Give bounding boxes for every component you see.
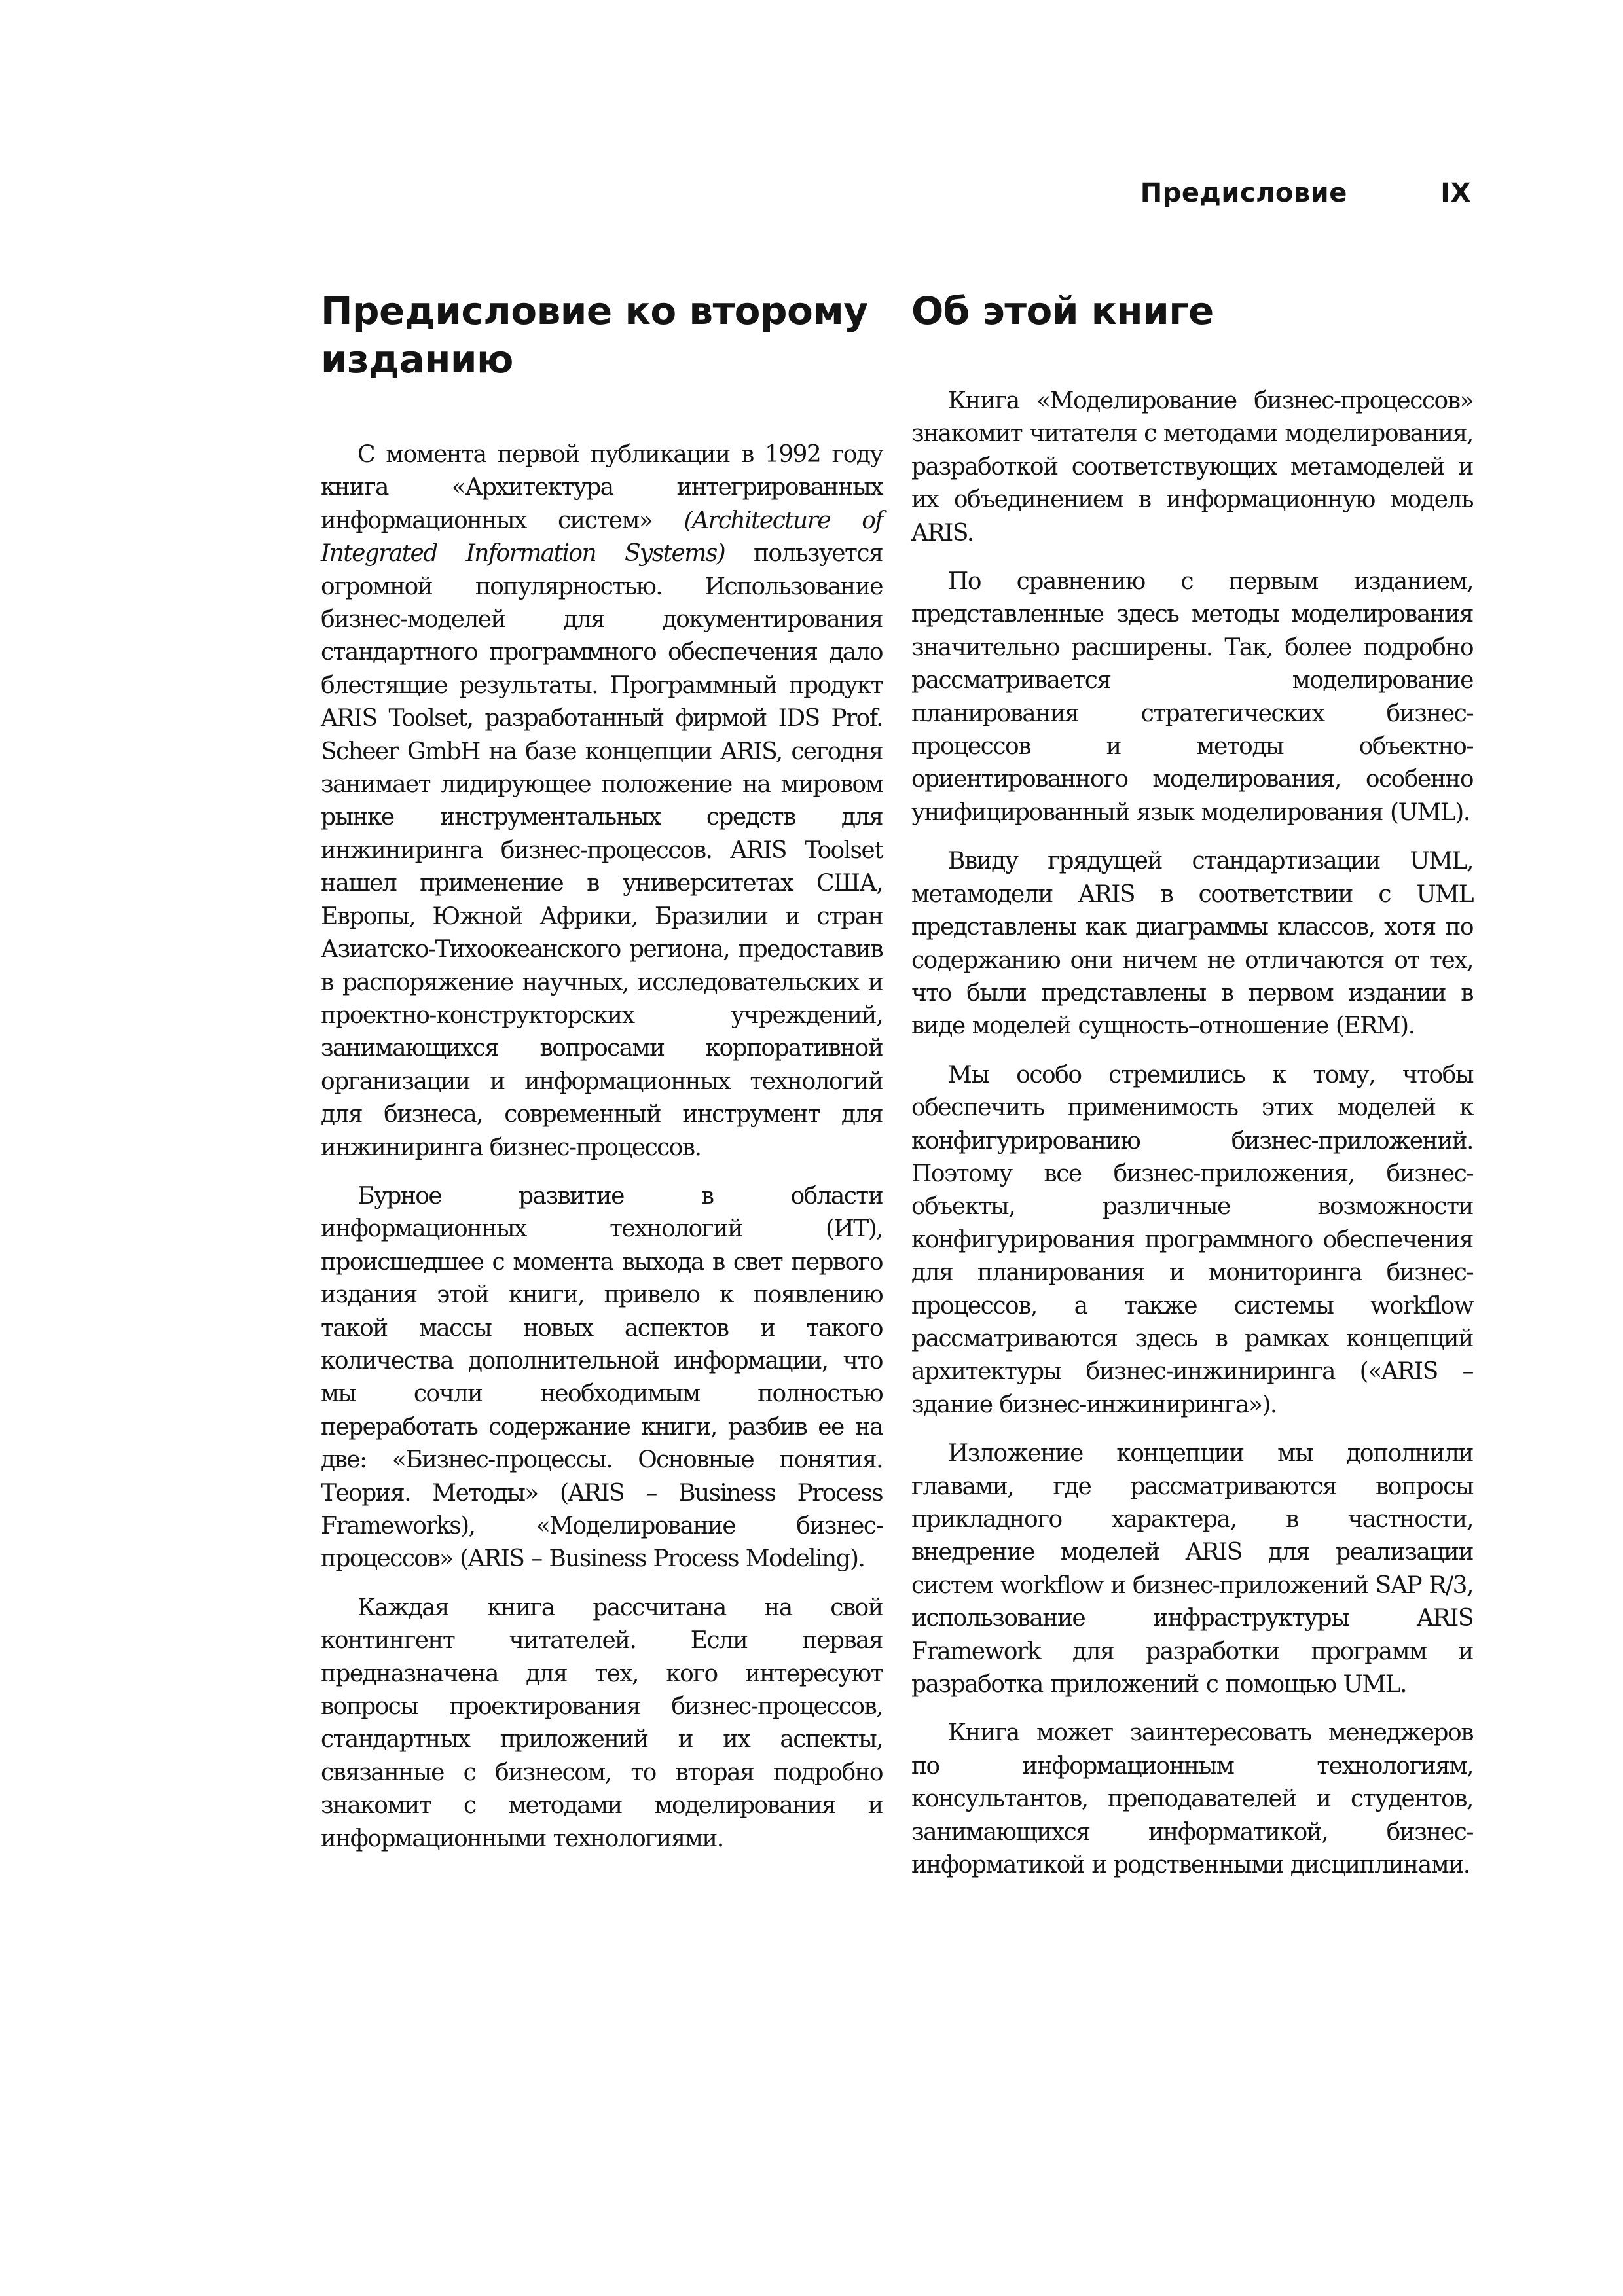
running-header-title: Предисловие xyxy=(1140,178,1347,208)
paragraph: По сравнению с первым изданием, представленные здесь методы моделирования значительно расширены. Так, более подробно рассматривается моделирование планирования стратегических бизнес-процессов и методы объектно-ориентированного моделирования, особенно унифицированный язык моделирования (UML). xyxy=(911,568,1473,826)
paragraph: Ввиду грядущей стандартизации UML, метамодели ARIS в соответствии с UML представлены как диаграммы классов, хотя по содержанию они ничем не отличаются от тех, что были представлены в первом издании в виде моделей сущность–отношение (ERM). xyxy=(911,848,1473,1040)
paragraph: Книга «Моделирование бизнес-процессов» знакомит читателя с методами моделирования, разработкой соответствующих метамоделей и их объединением в информационную модель ARIS. xyxy=(911,387,1473,547)
section-title-second-edition-preface: Предисловие ко второму изданию xyxy=(321,289,868,382)
paragraph-text: С момента первой публикации в 1992 году книга «Архитектура интегрированных информационных систем» xyxy=(321,441,883,534)
page-number: IX xyxy=(1440,178,1471,208)
right-column xyxy=(911,287,1473,1897)
paragraph: Изложение концепции мы дополнили главами, где рассматриваются вопросы прикладного характера, в частности, внедрение моделей ARIS для реализации систем workflow и бизнес-приложений SAP R/3, использование инфраструктуры ARIS Framework для разработки программ и разработка приложений с помощью UML. xyxy=(911,1440,1473,1698)
section-title-about-book: Об этой книге xyxy=(911,289,1214,333)
paragraph: Мы особо стремились к тому, чтобы обеспечить применимость этих моделей к конфигурированию бизнес-приложений. Поэтому все бизнес-приложения, бизнес-объекты, различные возможности конфигурирования программного обеспечения для планирования и мониторинга бизнес-процессов, а также системы workflow рассматриваются здесь в рамках концепций архитектуры бизнес-инжиниринга («ARIS – здание бизнес-инжиниринга»). xyxy=(911,1061,1473,1418)
paragraph: Бурное развитие в области информационных технологий (ИТ), происшедшее с момента выхода в свет первого издания этой книги, привело к появлению такой массы новых аспектов и такого количества дополнительной информации, что мы сочли необходимым полностью переработать содержание книги, разбив ее на две: «Бизнес-процессы. Основные понятия. Теория. Методы» (ARIS – Business Process Frameworks), «Моделирование бизнес-процессов» (ARIS – Business Process Modeling). xyxy=(321,1182,883,1573)
paragraph: Каждая книга рассчитана на свой контингент читателей. Если первая предназначена для тех, кого интересуют вопросы проектирования бизнес-процессов, стандартных приложений и их аспекты, связанные с бизнесом, то вторая подробно знакомит с методами моделирования и информационными технологиями. xyxy=(321,1594,883,1852)
paragraph-text: пользуется огромной популярностью. Использование бизнес-моделей для документирования стандартного программного обеспечения дало блестящие результаты. Программный продукт ARIS Toolset, разработанный фирмой IDS Prof. Scheer GmbH на базе концепции ARIS, сегодня занимает лидирующее положение на мировом рынке инструментальных средств для инжиниринга бизнес-процессов. ARIS Toolset нашел применение в университетах США, Европы, Южной Африки, Бразилии и стран Азиатско-Тихоокеанского региона, предоставив в распоряжение научных, исследовательских и проектно-конструкторских учреждений, занимающихся вопросами корпоративной организации и информационных технологий для бизнеса, современный инструмент для инжиниринга бизнес-процессов. xyxy=(321,540,883,1161)
paragraph-italic-text: (Architecture of Integrated Information Systems) xyxy=(321,507,883,567)
running-header xyxy=(1140,178,1471,208)
paragraph xyxy=(321,439,883,1164)
paragraph: Книга может заинтересовать менеджеров по информационным технологиям, консультантов, преподавателей и студентов, занимающихся информатикой, бизнес-информатикой и родственными дисциплинами. xyxy=(911,1719,1473,1879)
left-column xyxy=(321,287,883,1871)
